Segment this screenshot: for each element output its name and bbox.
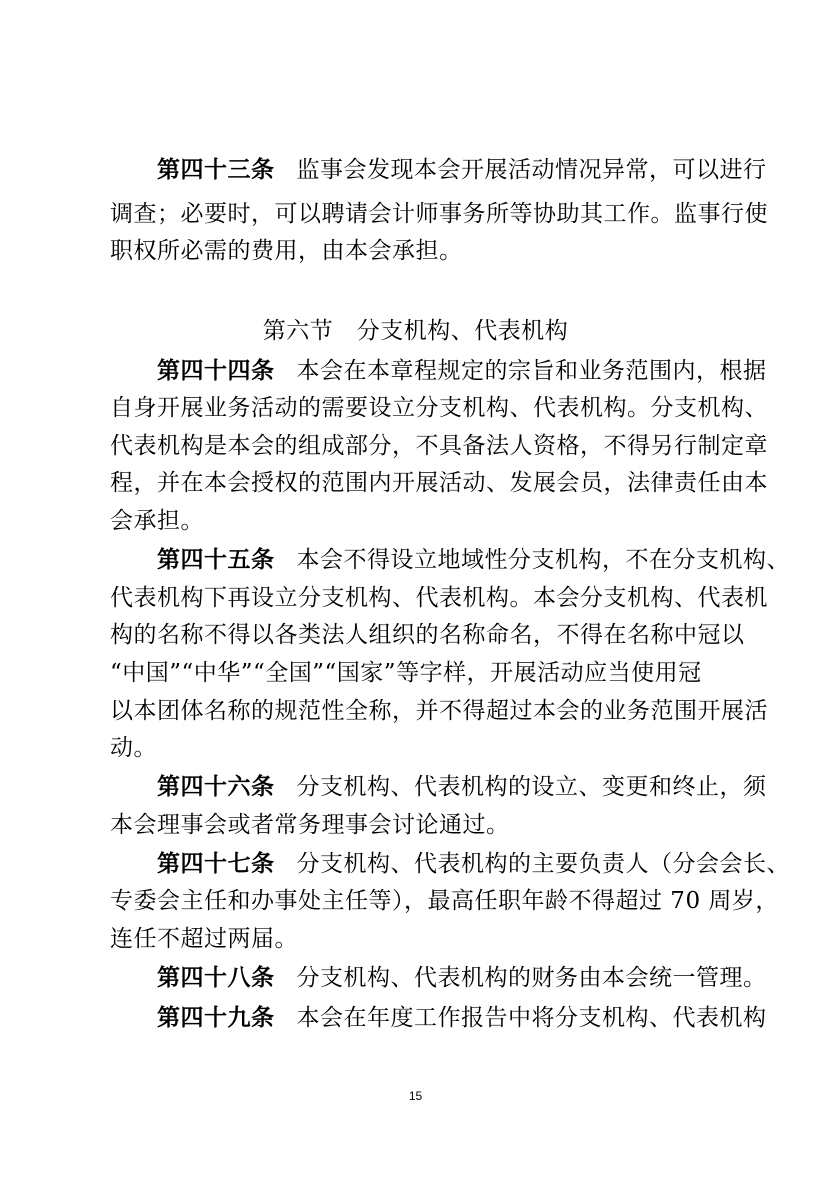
article-43-line-1 [157, 155, 767, 185]
article-44-label: 第四十四条 [157, 357, 275, 384]
article-49-label: 第四十九条 [157, 1004, 275, 1031]
article-45-text: 本会不得设立地域性分支机构，不在分支机构、 [296, 547, 790, 573]
article-45-line-6: 动。 [110, 735, 157, 761]
article-47-label: 第四十七条 [157, 850, 275, 877]
article-44-line-5: 会承担。 [110, 508, 204, 534]
article-47-line-3: 连任不超过两届。 [110, 926, 298, 952]
section-title: 第六节 分支机构、代表机构 [262, 318, 569, 344]
article-46-label: 第四十六条 [157, 773, 275, 800]
article-45-line-2: 代表机构下再设立分支机构、代表机构。本会分支机构、代表机 [110, 585, 768, 611]
article-43-line-2: 调查；必要时，可以聘请会计师事务所等协助其工作。监事行使 [110, 201, 768, 227]
article-47-line-2: 专委会主任和办事处主任等），最高任职年龄不得超过 70 周岁， [110, 888, 779, 914]
article-45-line-4: “中国”“中华”“全国”“国家”等字样，开展活动应当使用冠 [110, 660, 702, 686]
article-44-line-2: 自身开展业务活动的需要设立分支机构、代表机构。分支机构、 [110, 395, 768, 421]
article-49-text: 本会在年度工作报告中将分支机构、代表机构 [296, 1005, 767, 1031]
article-45-label: 第四十五条 [157, 546, 275, 573]
article-47-line-1 [157, 849, 790, 879]
article-46-text: 分支机构、代表机构的设立、变更和终止，须 [296, 774, 767, 800]
page-number: 15 [408, 1089, 423, 1103]
article-45-line-3: 构的名称不得以各类法人组织的名称命名，不得在名称中冠以 [110, 622, 745, 648]
article-47-text: 分支机构、代表机构的主要负责人（分会会长、 [296, 851, 790, 877]
article-46-line-1 [157, 772, 767, 802]
article-48-label: 第四十八条 [157, 964, 275, 991]
article-44-line-3: 代表机构是本会的组成部分，不具备法人资格，不得另行制定章 [110, 433, 768, 459]
article-43-text: 监事会发现本会开展活动情况异常，可以进行 [296, 157, 767, 183]
article-43-label: 第四十三条 [157, 156, 275, 183]
article-44-line-4: 程，并在本会授权的范围内开展活动、发展会员，法律责任由本 [110, 470, 768, 496]
article-49-line-1 [157, 1003, 767, 1033]
article-45-line-5: 以本团体名称的规范性全称，并不得超过本会的业务范围开展活 [110, 698, 768, 724]
article-48-text: 分支机构、代表机构的财务由本会统一管理。 [296, 965, 767, 991]
article-48-line-1 [157, 963, 767, 993]
article-46-line-2: 本会理事会或者常务理事会讨论通过。 [110, 812, 510, 838]
article-45-line-1 [157, 545, 790, 575]
article-44-text: 本会在本章程规定的宗旨和业务范围内，根据 [296, 358, 767, 384]
article-43-line-3: 职权所必需的费用，由本会承担。 [110, 238, 463, 264]
article-44-line-1 [157, 356, 767, 386]
